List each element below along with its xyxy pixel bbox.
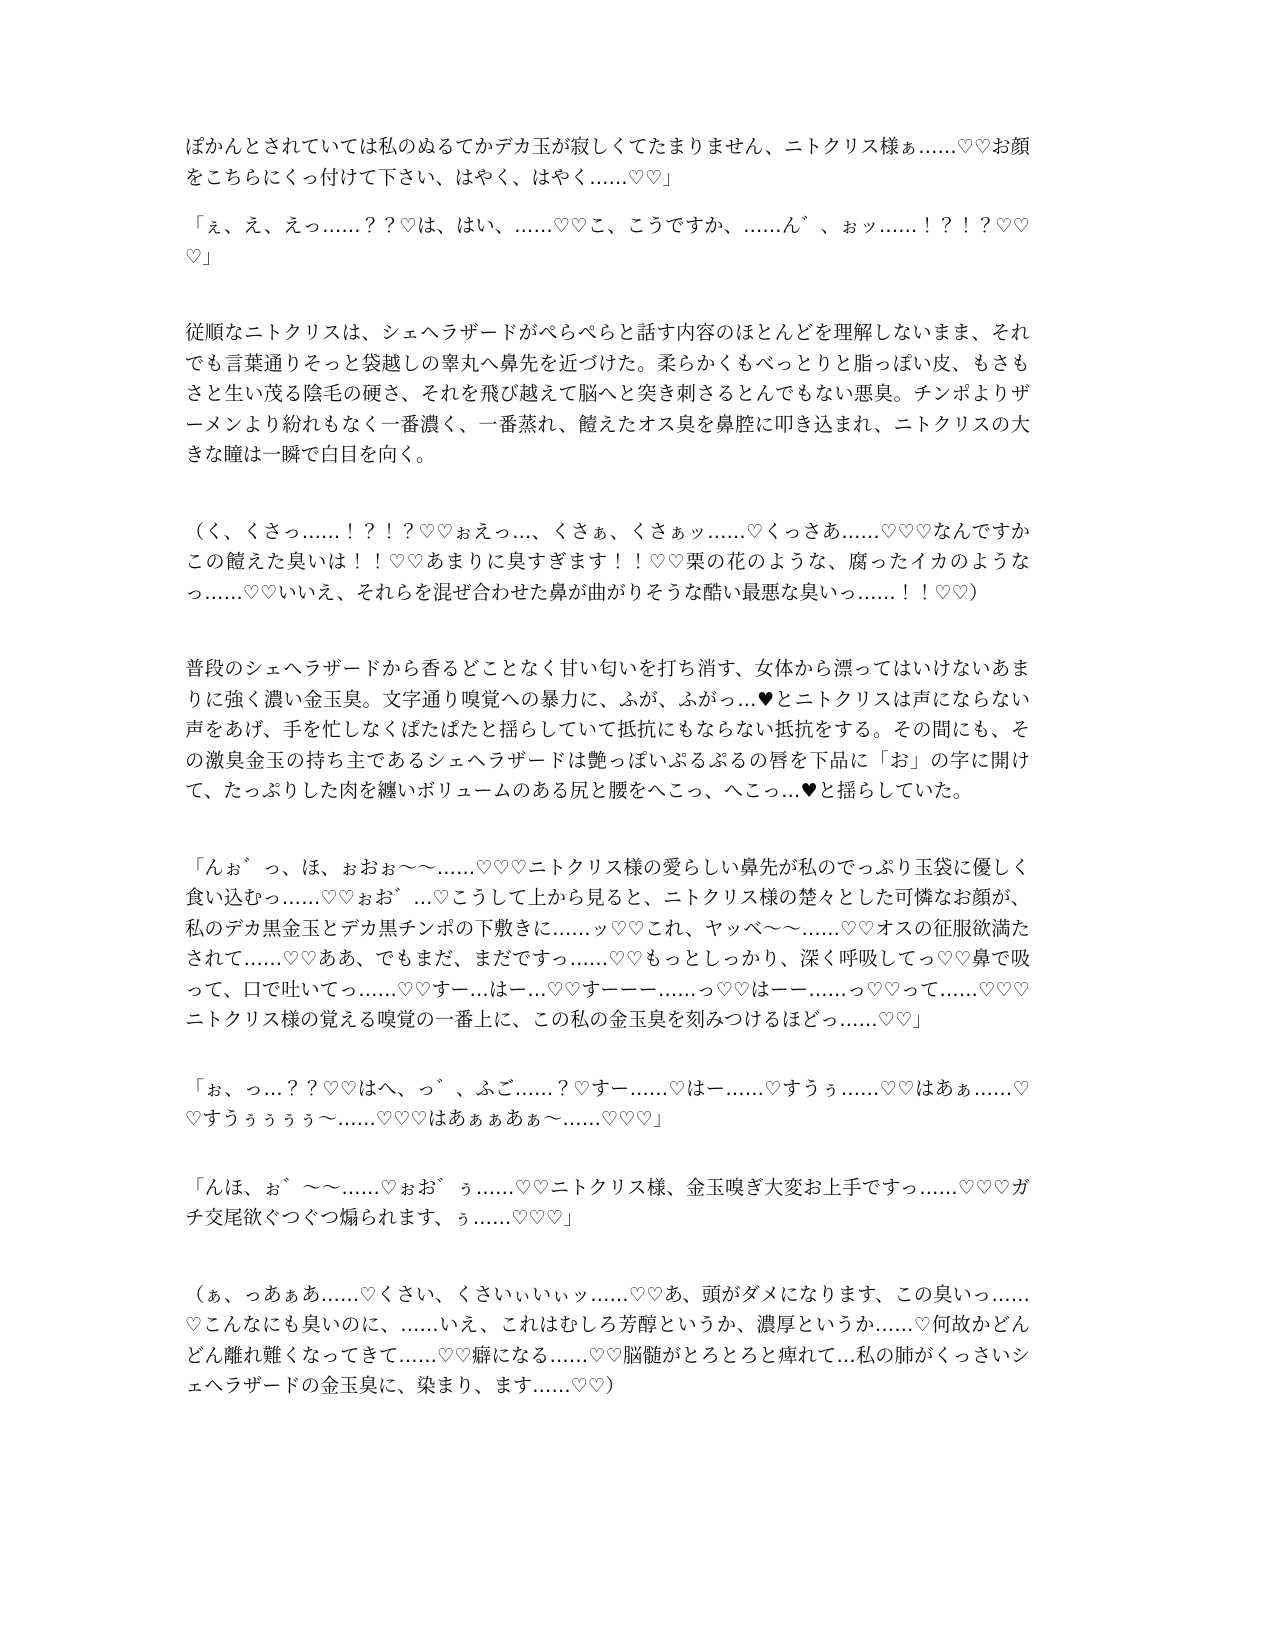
paragraph-spacer bbox=[185, 608, 1030, 654]
paragraph-9: （ぁ、っあぁあ……♡くさい、くさいぃいぃッ……♡♡あ、頭がダメになります、この臭いっ……♡こんなにも臭いのに、……いえ、これはむしろ芳醇というか、濃厚というか……♡何故かどんどん離れ難くなってきて……♡♡癖になる……♡♡脳髄がとろとろと痺れて…私の肺がくっさいシェヘラザードの金玉臭に、染まり、ます……♡♡） bbox=[185, 1282, 1030, 1397]
paragraph-4: （く、くさっ……！？！？♡♡ぉえっ…、くさぁ、くさぁッ……♡くっさあ……♡♡♡なんですかこの饐えた臭いは！！♡♡あまりに臭すぎます！！♡♡栗の花のような、腐ったイカのようなっ……♡♡いいえ、それらを混ぜ合わせた鼻が曲がりそうな酷い最悪な臭いっ……！！♡♡） bbox=[185, 519, 1030, 604]
paragraph-spacer bbox=[185, 272, 1030, 318]
paragraph-3: 従順なニトクリスは、シェヘラザードがぺらぺらと話す内容のほとんどを理解しないまま、それでも言葉通りそっと袋越しの睾丸へ鼻先を近づけた。柔らかくもべっとりと脂っぽい皮、もさもさと生い茂る陰毛の硬さ、それを飛び越えて脳へと突き刺さるとんでもない悪臭。チンポよりザーメンより紛れもなく一番濃く、一番蒸れ、饐えたオス臭を鼻腔に叩き込まれ、ニトクリスの大きな瞳は一瞬で白目を向く。 bbox=[185, 321, 1030, 466]
text-column bbox=[185, 132, 1030, 1402]
paragraph-5: 普段のシェヘラザードから香るどことなく甘い匂いを打ち消す、女体から漂ってはいけないあまりに強く濃い金玉臭。文字通り嗅覚への暴力に、ふが、ふがっ…♥とニトクリスは声にならない声をあげ、手を忙しなくぱたぱたと揺らしていて抵抗にもならない抵抗をする。その間にも、その激臭金玉の持ち主であるシェヘラザードは艶っぽいぷるぷるの唇を下品に「お」の字に開けて、たっぷりした肉を纏いボリュームのある尻と腰をへこっ、へこっ…♥と揺らしていた。 bbox=[185, 657, 1030, 802]
paragraph-spacer bbox=[185, 807, 1030, 853]
paragraph-spacer bbox=[185, 1234, 1030, 1280]
paragraph-spacer bbox=[185, 471, 1030, 517]
paragraph-spacer bbox=[185, 1135, 1030, 1173]
paragraph-8: 「んほ、ぉ゛～～……♡ぉお゛ぅ……♡♡ニトクリス様、金玉嗅ぎ大変お上手ですっ……♡♡♡ガチ交尾欲ぐつぐつ煽られます、ぅ……♡♡♡」 bbox=[185, 1175, 1030, 1229]
paragraph-7: 「ぉ、っ…？？♡♡はへ、っ゛、ふご……？♡すー……♡はー……♡すうぅ……♡♡はあぁ……♡♡すうぅぅぅぅ～……♡♡♡はあぁぁあぁ～……♡♡♡」 bbox=[185, 1076, 1030, 1130]
paragraph-1: ぽかんとされていては私のぬるてかデカ玉が寂しくてたまりません、ニトクリス様ぁ……♡♡お顔をこちらにくっ付けて下さい、はやく、はやく……♡♡」 bbox=[185, 135, 1030, 189]
paragraph-spacer bbox=[185, 193, 1030, 211]
paragraph-6: 「んぉ゛っ、ほ、ぉおぉ～～……♡♡♡ニトクリス様の愛らしい鼻先が私のでっぷり玉袋に優しく食い込むっ……♡♡ぉお゛…♡こうして上から見ると、ニトクリス様の楚々とした可憐なお顔が、私のデカ黒金玉とデカ黒チンポの下敷きに……ッ♡♡これ、ヤッベ～～……♡♡オスの征服欲満たされて……♡♡ああ、でもまだ、まだですっ……♡♡もっとしっかり、深く呼吸してっ♡♡鼻で吸って、口で吐いてっ……♡♡すー…はー…♡♡すーーー……っ♡♡はーー……っ♡♡って……♡♡♡ニトクリス様の覚える嗅覚の一番上に、この私の金玉臭を刻みつけるほどっ……♡♡」 bbox=[185, 855, 1030, 1031]
paragraph-spacer bbox=[185, 1036, 1030, 1074]
paragraph-2: 「ぇ、え、えっ……？？♡は、はい、……♡♡こ、こうですか、……ん゛、ぉッ……！？！？♡♡♡」 bbox=[185, 214, 1030, 268]
